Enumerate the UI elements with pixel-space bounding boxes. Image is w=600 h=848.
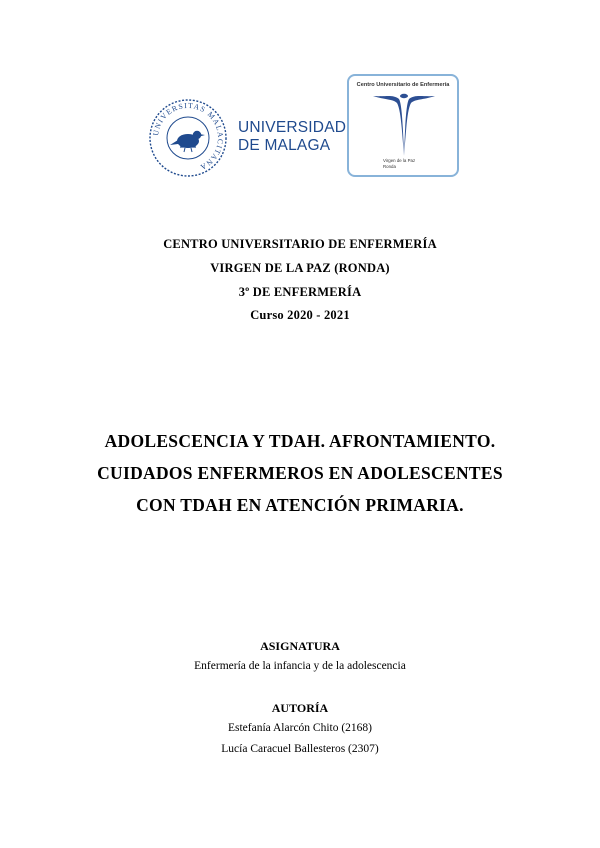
nursing-center-logo-caption	[383, 158, 425, 170]
header-line-year: 3º DE ENFERMERÍA	[238, 285, 362, 299]
document-title-line3: CON TDAH EN ATENCIÓN PRIMARIA.	[136, 495, 464, 515]
author-1: Estefanía Alarcón Chito (2168)	[227, 722, 373, 734]
nursing-center-caption-line2: Ronda	[383, 164, 396, 169]
document-title-line2: CUIDADOS ENFERMEROS EN ADOLESCENTES	[97, 463, 503, 483]
author-2: Lucía Caracuel Ballesteros (2307)	[221, 743, 379, 755]
nursing-center-logo-title: Centro Universitario de Enfermería	[356, 82, 450, 88]
university-name-line1: UNIVERSIDAD	[238, 119, 347, 136]
authorship-label: AUTORÍA	[271, 701, 329, 715]
nursing-center-symbol-icon	[371, 90, 437, 158]
header-line-course: Curso 2020 - 2021	[250, 308, 350, 322]
header-line-center: CENTRO UNIVERSITARIO DE ENFERMERÍA	[163, 237, 437, 251]
header-line-campus: VIRGEN DE LA PAZ (RONDA)	[210, 261, 390, 275]
nursing-center-caption-line1: Virgen de la Paz	[383, 158, 416, 163]
document-title-line1: ADOLESCENCIA Y TDAH. AFRONTAMIENTO.	[104, 431, 496, 451]
svg-text:UNIVERSITAS MALACITANA: UNIVERSITAS MALACITANA	[150, 100, 226, 173]
nursing-center-logo	[347, 74, 459, 177]
university-name-line2: DE MALAGA	[238, 137, 331, 154]
subject-value: Enfermería de la infancia y de la adolescencia	[194, 660, 406, 672]
university-seal-icon	[148, 98, 228, 178]
subject-label: ASIGNATURA	[260, 639, 340, 653]
